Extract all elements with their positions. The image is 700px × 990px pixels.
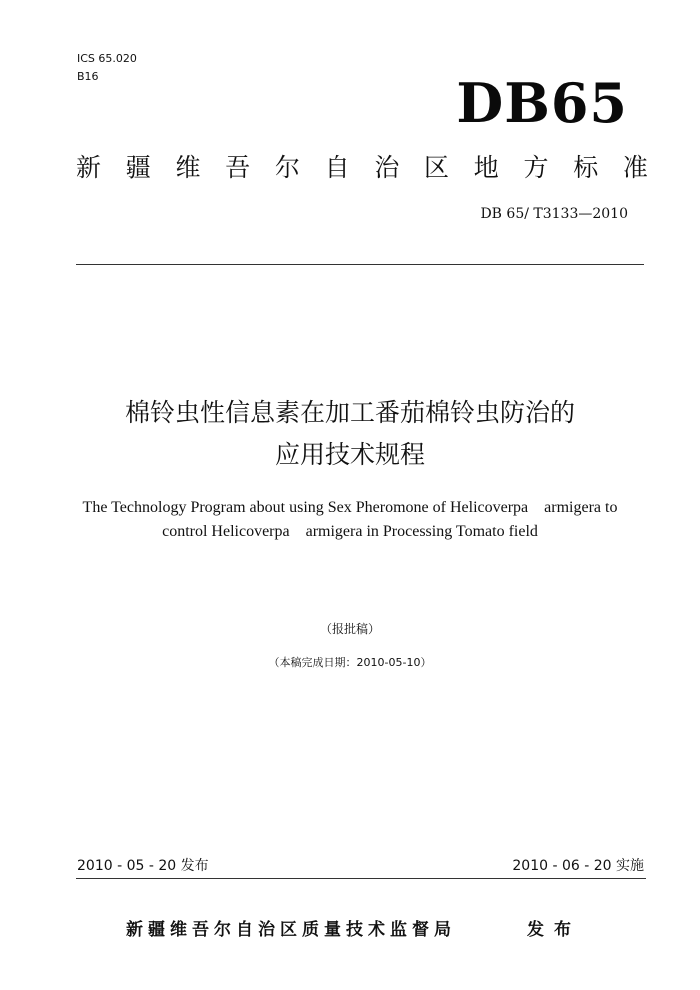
standard-title-char: 方 bbox=[523, 153, 549, 182]
draft-status: （报批稿） bbox=[319, 622, 380, 636]
issuing-authority: 新疆维吾尔自治区质量技术监督局 bbox=[126, 920, 456, 940]
standard-title-char: 治 bbox=[374, 153, 400, 182]
implement-date: 2010 - 06 - 20 实施 bbox=[512, 858, 644, 874]
ics-code: ICS 65.020 bbox=[77, 52, 137, 65]
english-title-line-2: control Helicoverpa armigera in Processing Tomato field bbox=[162, 523, 538, 540]
standard-type-title bbox=[76, 148, 648, 188]
top-divider bbox=[76, 264, 644, 265]
english-title-line-1: The Technology Program about using Sex Pheromone of Helicoverpa armigera to bbox=[82, 499, 618, 516]
standard-title-char: 标 bbox=[573, 153, 599, 182]
issue-date: 2010 - 05 - 20 发布 bbox=[77, 858, 209, 874]
issue-label: 发布 bbox=[527, 920, 581, 940]
standard-title-char: 尔 bbox=[274, 153, 300, 182]
chinese-title-line-1: 棉铃虫性信息素在加工番茄棉铃虫防治的 bbox=[124, 398, 575, 427]
standard-title-char: 疆 bbox=[125, 153, 151, 182]
standard-title-char: 地 bbox=[473, 153, 499, 182]
db65-logo: DB65 bbox=[456, 71, 628, 135]
standard-title-char: 自 bbox=[324, 153, 350, 182]
bottom-divider bbox=[76, 878, 646, 879]
standard-title-char: 吾 bbox=[225, 153, 251, 182]
standard-title-char: 新 bbox=[76, 153, 102, 182]
completion-date: （本稿完成日期：2010-05-10） bbox=[268, 656, 432, 669]
classification-code: B16 bbox=[77, 70, 99, 83]
standard-title-char: 区 bbox=[424, 153, 450, 182]
standard-number: DB 65/ T3133—2010 bbox=[480, 206, 628, 222]
standard-title-char: 准 bbox=[622, 153, 648, 182]
chinese-title-line-2: 应用技术规程 bbox=[274, 440, 425, 469]
standard-title-char: 维 bbox=[175, 153, 201, 182]
